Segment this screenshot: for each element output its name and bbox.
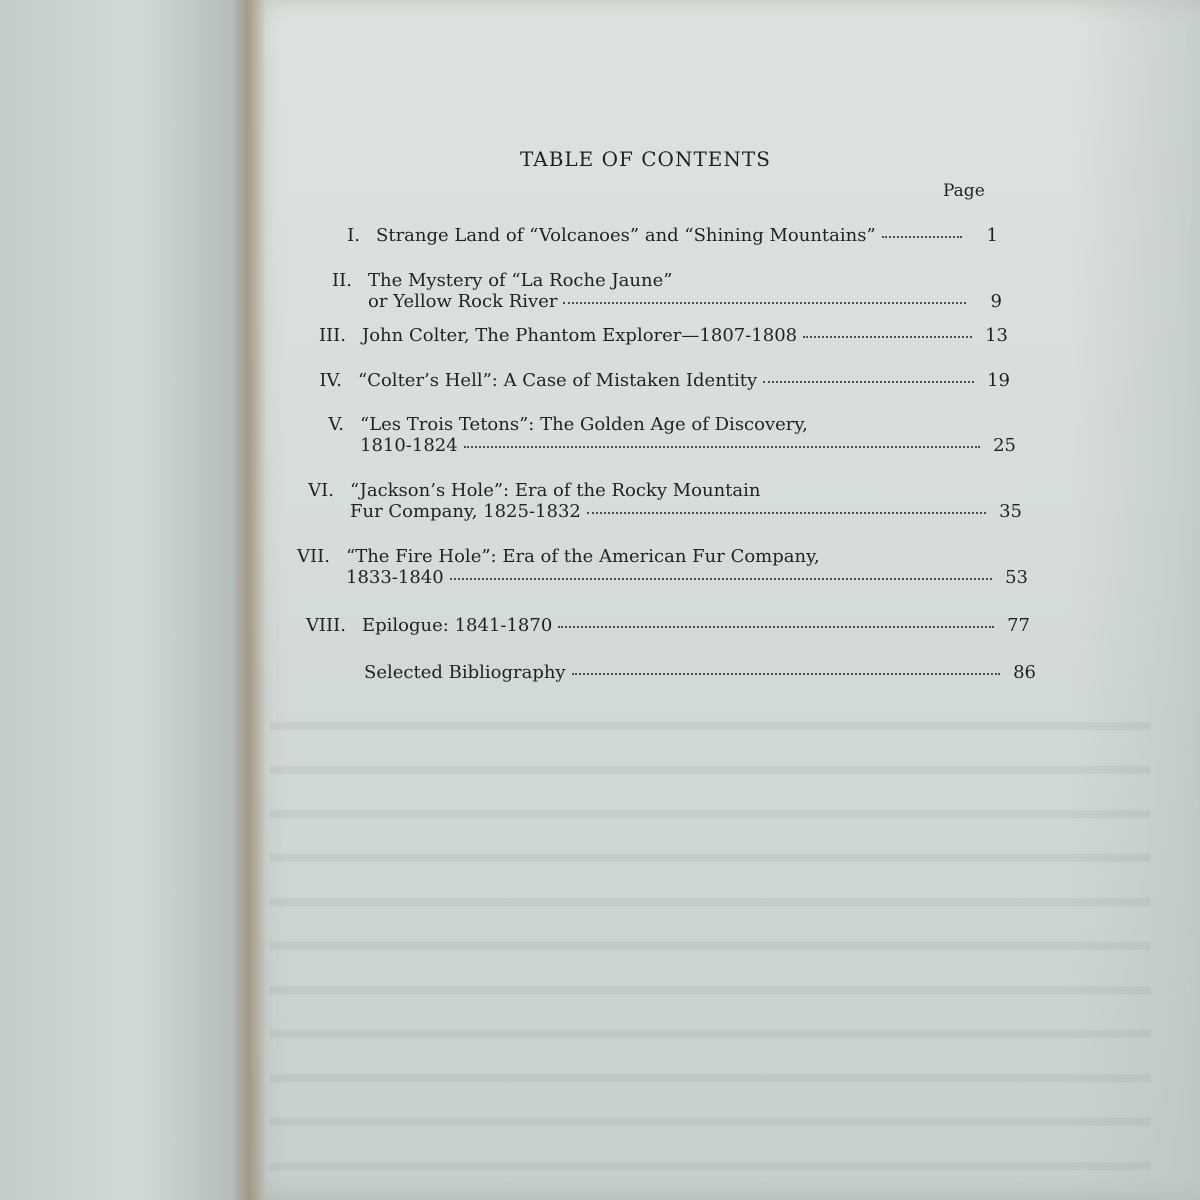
- entry-title-line: The Mystery of “La Roche Jaune”: [368, 270, 673, 291]
- entry-page: 35: [999, 501, 1022, 522]
- toc-entry: [308, 662, 1036, 683]
- entry-number: II.: [332, 270, 352, 291]
- leader-dots: [882, 236, 962, 238]
- leader-dots: [572, 673, 1000, 675]
- entry-number: VIII.: [305, 615, 346, 636]
- toc-heading: TABLE OF CONTENTS: [520, 147, 771, 171]
- entry-title-line: “Les Trois Tetons”: The Golden Age of Discovery,: [360, 414, 808, 435]
- toc-entry: [306, 325, 1008, 346]
- entry-page: 9: [990, 291, 1002, 312]
- leader-dots: [558, 626, 994, 628]
- entry-title: 1810-1824: [360, 435, 458, 456]
- toc-entry: [302, 370, 1010, 391]
- entry-number: V.: [328, 414, 344, 435]
- entry-page: 53: [1005, 567, 1028, 588]
- leader-dots: [763, 381, 974, 383]
- entry-number: VI.: [308, 480, 334, 501]
- leader-dots: [450, 578, 992, 580]
- toc-entry: [312, 270, 1002, 312]
- entry-page: 19: [987, 370, 1010, 391]
- leader-dots: [587, 512, 986, 514]
- entry-number: III.: [318, 325, 346, 346]
- entry-title: John Colter, The Phantom Explorer—1807-1808: [362, 325, 798, 346]
- entry-title: Epilogue: 1841-1870: [362, 615, 553, 636]
- toc-entry: [290, 546, 1028, 588]
- entry-page: 86: [1013, 662, 1036, 683]
- entry-page: 13: [985, 325, 1008, 346]
- entry-page: 25: [993, 435, 1016, 456]
- entry-title: “Colter’s Hell”: A Case of Mistaken Identity: [358, 370, 758, 391]
- entry-title: Fur Company, 1825-1832: [350, 501, 581, 522]
- entry-title-line: “The Fire Hole”: Era of the American Fur Company,: [346, 546, 820, 567]
- entry-number: I.: [347, 225, 360, 246]
- toc-entry: [320, 225, 998, 246]
- entry-page: 77: [1007, 615, 1030, 636]
- toc-entry: [294, 480, 1022, 522]
- toc-entry: [304, 414, 1016, 456]
- page-column-label: Page: [943, 181, 985, 201]
- entry-title-line: “Jackson’s Hole”: Era of the Rocky Mountain: [350, 480, 761, 501]
- leader-dots: [464, 446, 980, 448]
- entry-number: VII.: [297, 546, 330, 567]
- entry-number: IV.: [319, 370, 342, 391]
- entry-title: Strange Land of “Volcanoes” and “Shining Mountains”: [376, 225, 876, 246]
- leader-dots: [803, 336, 972, 338]
- entry-page: 1: [986, 225, 998, 246]
- leader-dots: [563, 302, 966, 304]
- entry-title: or Yellow Rock River: [368, 291, 558, 312]
- entry-title: Selected Bibliography: [364, 662, 566, 683]
- entry-title: 1833-1840: [346, 567, 444, 588]
- toc-entry: [290, 615, 1030, 636]
